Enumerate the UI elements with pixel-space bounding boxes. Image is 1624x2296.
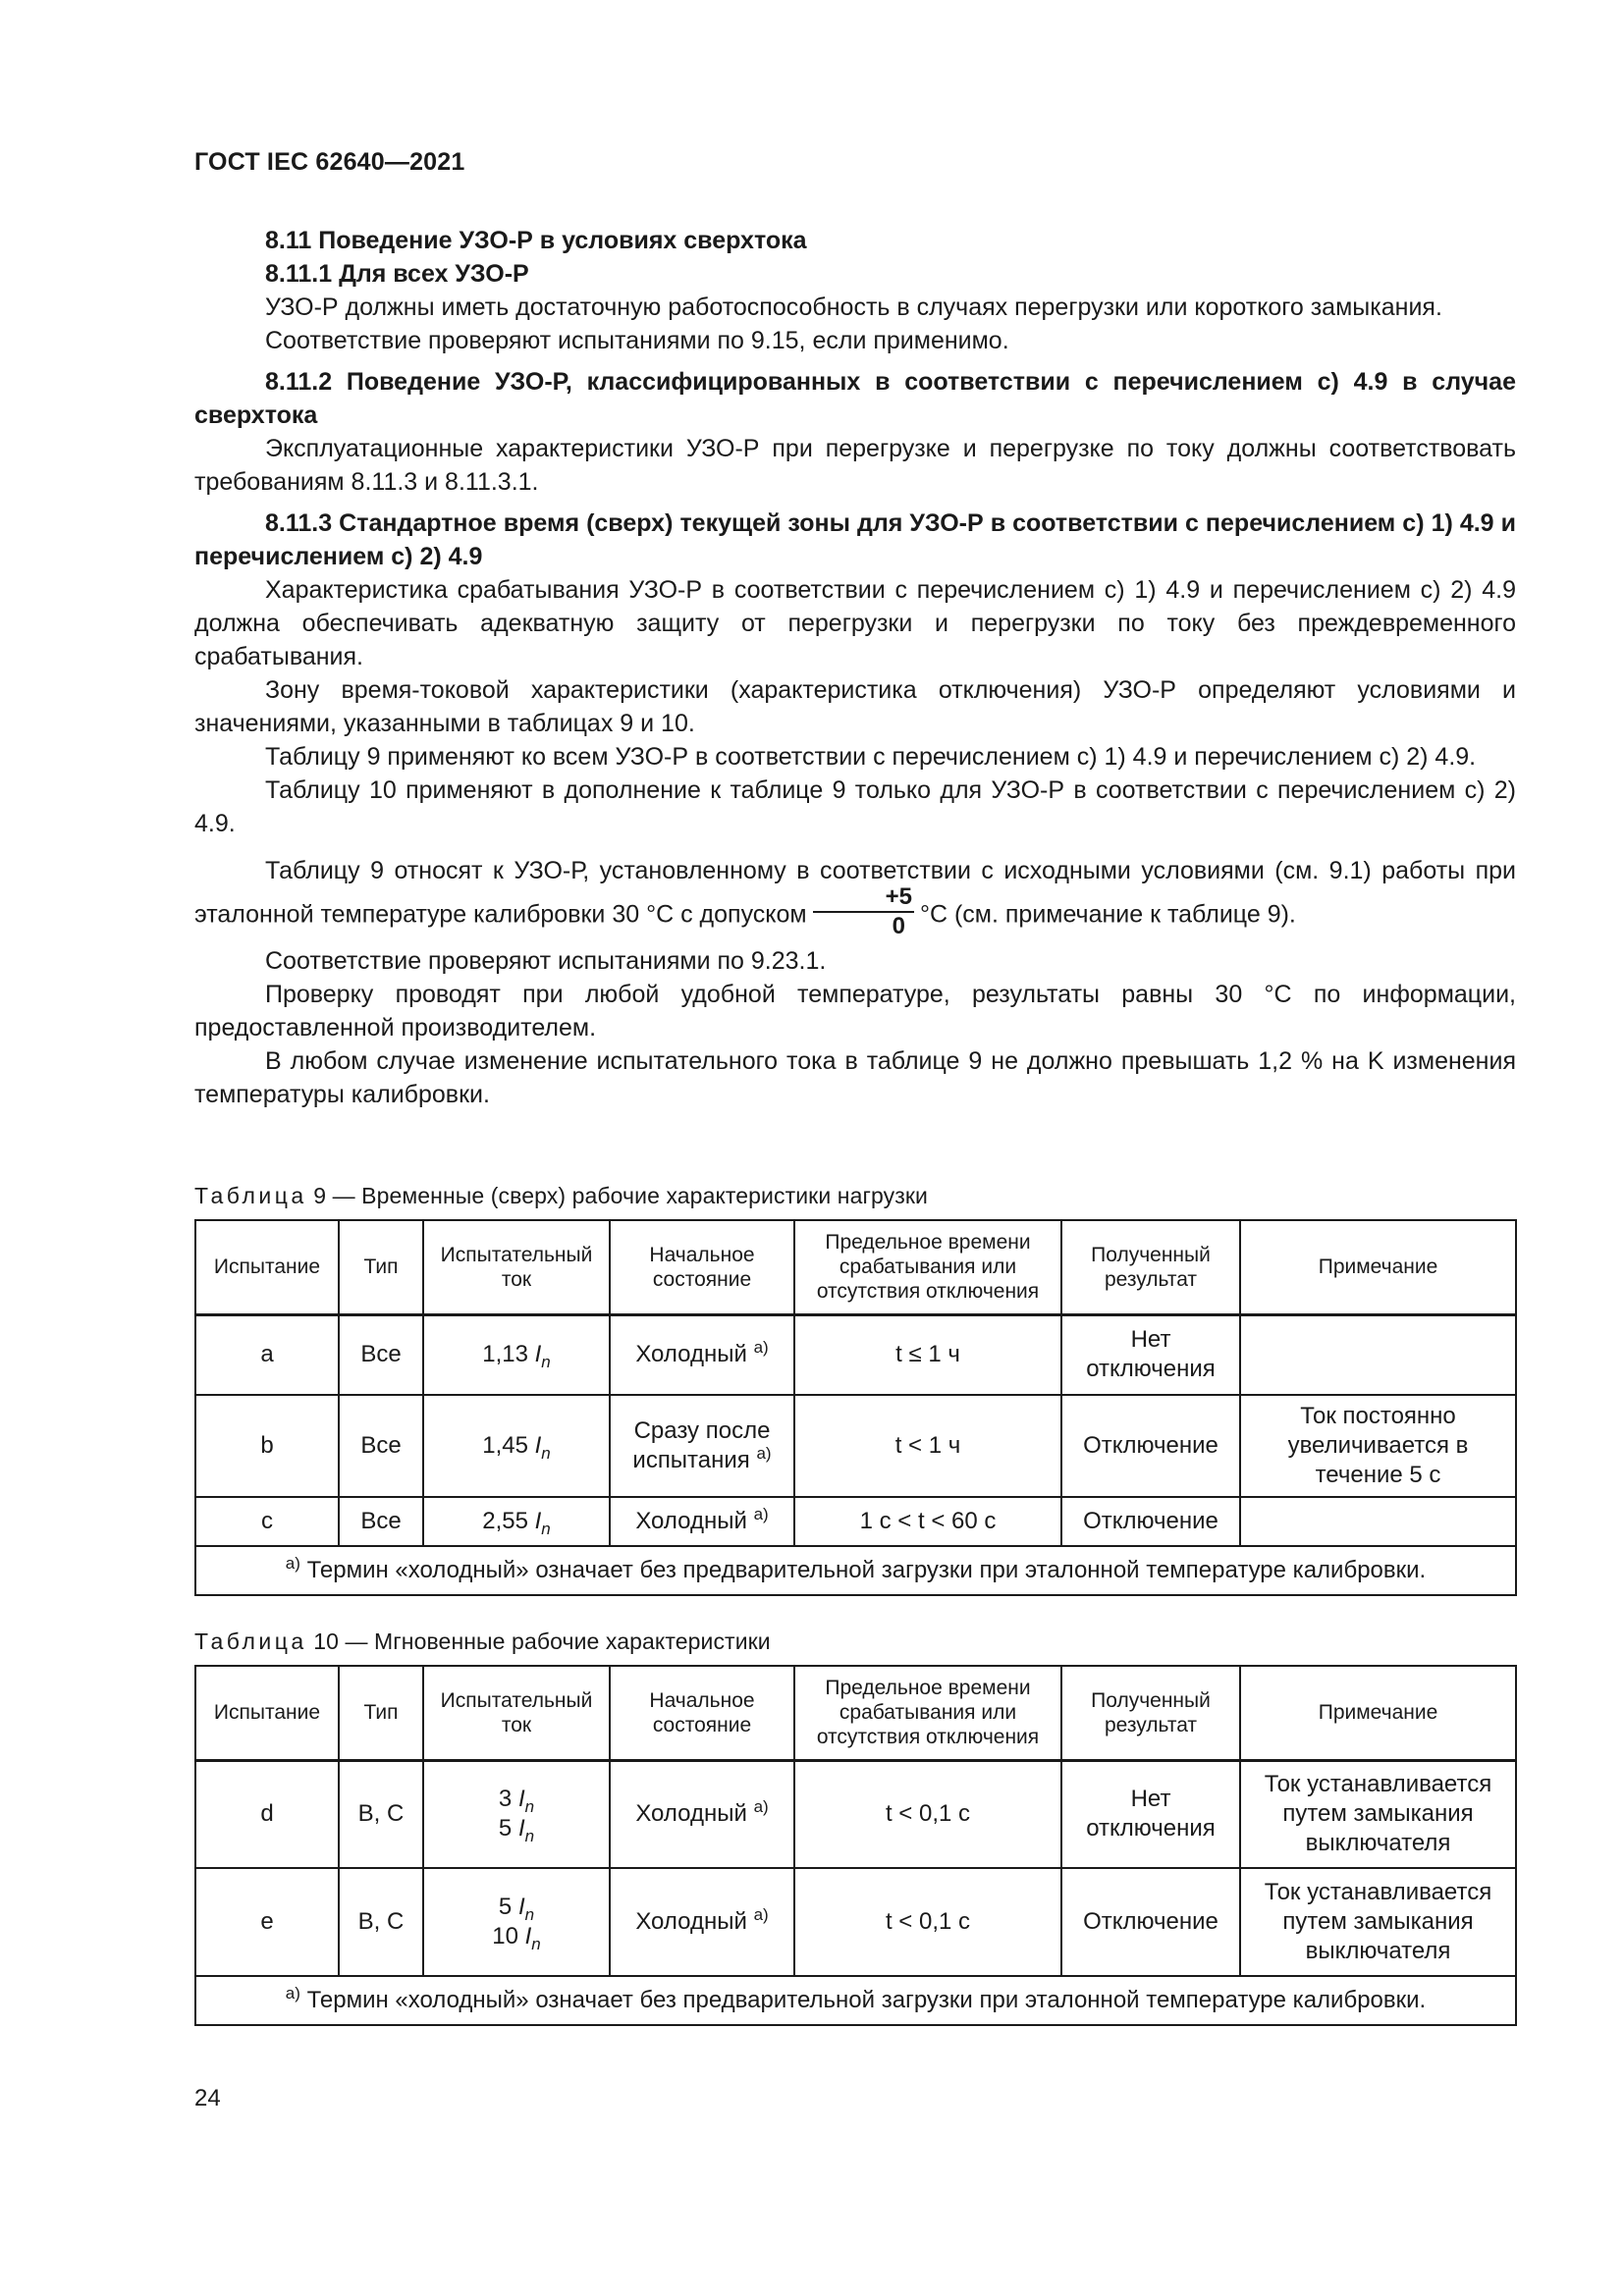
table-9 <box>194 1219 1517 1596</box>
tolerance-text-before: Таблицу 9 относят к УЗО-Р, установленному в соответствии с исходными условиями (см. 9.1) работы при эталонной температуре калибровки 30 °C с допуском <box>194 857 1516 929</box>
header-cell: Полученный результат <box>1061 1666 1240 1760</box>
header-cell: Предельное времени срабатывания или отсутствия отключения <box>794 1666 1061 1760</box>
cell-state <box>610 1497 794 1546</box>
current-subscript: n <box>541 1353 551 1372</box>
current-line-1: 5 $I_n$ <box>498 1894 535 1924</box>
table-header-row <box>195 1666 1516 1760</box>
cell-state <box>610 1868 794 1976</box>
header-cell: Испытание <box>195 1220 339 1314</box>
table-row <box>195 1497 1516 1546</box>
paragraph: Эксплуатационные характеристики УЗО-Р при перегрузке и перегрузке по току должны соответствовать требованиям 8.11.3 и 8.11.3.1. <box>194 435 1516 496</box>
cell-type: B, C <box>339 1760 423 1868</box>
state-text: Холодный <box>635 1908 747 1935</box>
table-10 <box>194 1665 1517 2026</box>
paragraph: Проверку проводят при любой удобной температуре, результаты равны 30 °C по информации, предоставленной производителем. <box>194 981 1516 1041</box>
table-row <box>195 1314 1516 1395</box>
current-coef: 1,13 <box>482 1341 528 1368</box>
current-symbol: I <box>534 1341 542 1368</box>
paragraph: Соответствие проверяют испытаниями по 9.15, если применимо. <box>265 327 1009 354</box>
table-9-caption-text: 9 — Временные (сверх) рабочие характеристики нагрузки <box>313 1183 928 1208</box>
cell-test: d <box>195 1760 339 1868</box>
table-row <box>195 1868 1516 1976</box>
footnote-ref: a) <box>753 1338 769 1358</box>
table-footnote-row <box>195 1976 1516 2025</box>
header-cell: Предельное времени срабатывания или отсутствия отключения <box>794 1220 1061 1314</box>
cell-current <box>423 1868 610 1976</box>
cell-test: a <box>195 1314 339 1395</box>
paragraph: Таблицу 10 применяют в дополнение к таблице 9 только для УЗО-Р в соответствии с перечислением c) 2) 4.9. <box>194 776 1516 837</box>
footnote-text: Термин «холодный» означает без предварительной загрузки при эталонной температуре калибровки. <box>306 1987 1427 2013</box>
cell-note: Ток постоянно увеличивается в течение 5 с <box>1240 1395 1516 1497</box>
header-cell: Испытание <box>195 1666 339 1760</box>
table-footnote-row <box>195 1546 1516 1595</box>
header-cell: Примечание <box>1240 1666 1516 1760</box>
paragraph: В любом случае изменение испытательного тока в таблице 9 не должно превышать 1,2 % на K изменения температуры калибровки. <box>194 1047 1516 1108</box>
footnote-ref: a) <box>753 1797 769 1817</box>
cell-note: Ток устанавливается путем замыкания выключателя <box>1240 1760 1516 1868</box>
cell-type: B, C <box>339 1868 423 1976</box>
header-cell: Испытательный ток <box>423 1220 610 1314</box>
paragraph: Таблицу 9 применяют ко всем УЗО-Р в соответствии с перечислением c) 1) 4.9 и перечислением c) 2) 4.9. <box>265 743 1477 771</box>
document-header: ГОСТ IEC 62640—2021 <box>194 148 465 176</box>
current-line-1: 3 $I_n$ <box>498 1786 535 1817</box>
cell-time: 1 c < t < 60 c <box>794 1497 1061 1546</box>
state-text: Холодный <box>635 1508 747 1534</box>
cell-time: t < 0,1 c <box>794 1868 1061 1976</box>
section-heading-8-11-1: 8.11.1 Для всех УЗО-Р <box>265 260 529 288</box>
footnote-ref: a) <box>753 1505 769 1523</box>
cell-current <box>423 1497 610 1546</box>
table-header-row <box>195 1220 1516 1314</box>
table-footnote <box>195 1546 1516 1595</box>
cell-test: e <box>195 1868 339 1976</box>
current-subscript: n <box>541 1519 551 1538</box>
header-cell: Начальное состояние <box>610 1220 794 1314</box>
table-row <box>195 1760 1516 1868</box>
cell-current <box>423 1395 610 1497</box>
cell-state <box>610 1314 794 1395</box>
cell-result: Нет отключения <box>1061 1314 1240 1395</box>
table-9-caption-label: Таблица <box>194 1183 307 1208</box>
current-subscript: n <box>541 1443 551 1463</box>
cell-type: Все <box>339 1314 423 1395</box>
current-coef: 1,45 <box>482 1432 528 1459</box>
cell-result: Отключение <box>1061 1497 1240 1546</box>
cell-result: Отключение <box>1061 1868 1240 1976</box>
footnote-ref: a) <box>756 1444 772 1463</box>
state-text: Сразу после испытания <box>632 1417 771 1473</box>
footnote-mark: a) <box>285 1984 300 2002</box>
cell-result: Отключение <box>1061 1395 1240 1497</box>
cell-state <box>610 1760 794 1868</box>
cell-type: Все <box>339 1395 423 1497</box>
table-10-caption-label: Таблица <box>194 1629 307 1654</box>
header-cell: Начальное состояние <box>610 1666 794 1760</box>
table-row <box>195 1395 1516 1497</box>
cell-test: c <box>195 1497 339 1546</box>
tolerance-upper: +5 <box>813 883 914 913</box>
current-line-2: 5 $I_n$ <box>498 1815 535 1846</box>
cell-result: Нет отключения <box>1061 1760 1240 1868</box>
section-heading-8-11-3: 8.11.3 Стандартное время (сверх) текущей зоны для УЗО-Р в соответствии с перечислением c) 1) 4.9 и перечислением c) 2) 4.9 <box>194 509 1516 570</box>
cell-type: Все <box>339 1497 423 1546</box>
tolerance-text-after: °C (см. примечание к таблице 9). <box>919 900 1296 929</box>
cell-time: t < 0,1 c <box>794 1760 1061 1868</box>
paragraph: Зону время-токовой характеристики (характеристика отключения) УЗО-Р определяют условиями и значениями, указанными в таблицах 9 и 10. <box>194 676 1516 737</box>
paragraph: УЗО-Р должны иметь достаточную работоспособность в случаях перегрузки или короткого замыкания. <box>265 294 1442 321</box>
current-symbol: I <box>534 1432 542 1459</box>
cell-time: t ≤ 1 ч <box>794 1314 1061 1395</box>
tolerance-fraction <box>813 883 914 940</box>
state-text: Холодный <box>635 1800 747 1828</box>
cell-current <box>423 1760 610 1868</box>
cell-note <box>1240 1497 1516 1546</box>
state-text: Холодный <box>635 1341 747 1368</box>
paragraph-tolerance <box>194 854 1516 944</box>
cell-time: t < 1 ч <box>794 1395 1061 1497</box>
header-cell: Тип <box>339 1666 423 1760</box>
cell-current <box>423 1314 610 1395</box>
header-cell: Испытательный ток <box>423 1666 610 1760</box>
footnote-ref: a) <box>753 1905 769 1924</box>
table-9-caption <box>194 1183 928 1209</box>
cell-test: b <box>195 1395 339 1497</box>
cell-note: Ток устанавливается путем замыкания выключателя <box>1240 1868 1516 1976</box>
section-heading-8-11: 8.11 Поведение УЗО-Р в условиях сверхтока <box>265 227 807 254</box>
cell-state <box>610 1395 794 1497</box>
header-cell: Тип <box>339 1220 423 1314</box>
tolerance-lower: 0 <box>892 913 905 939</box>
section-heading-8-11-2: 8.11.2 Поведение УЗО-Р, классифицированных в соответствии с перечислением c) 4.9 в случае сверхтока <box>194 368 1516 429</box>
paragraph: Характеристика срабатывания УЗО-Р в соответствии с перечислением c) 1) 4.9 и перечислением c) 2) 4.9 должна обеспечивать адекватную защиту от перегрузки и перегрузки по току без преждевременного срабатывания. <box>194 576 1516 670</box>
cell-note <box>1240 1314 1516 1395</box>
header-cell: Полученный результат <box>1061 1220 1240 1314</box>
paragraph: Соответствие проверяют испытаниями по 9.23.1. <box>265 947 827 975</box>
header-cell: Примечание <box>1240 1220 1516 1314</box>
current-coef: 2,55 <box>482 1508 528 1534</box>
table-footnote <box>195 1976 1516 2025</box>
page-number: 24 <box>194 2085 221 2111</box>
current-line-2: 10 $I_n$ <box>492 1923 541 1953</box>
footnote-text: Термин «холодный» означает без предварительной загрузки при эталонной температуре калибровки. <box>306 1557 1427 1583</box>
current-symbol: I <box>534 1508 542 1534</box>
table-10-caption <box>194 1629 771 1655</box>
footnote-mark: a) <box>285 1554 300 1573</box>
table-10-caption-text: 10 — Мгновенные рабочие характеристики <box>313 1629 771 1654</box>
body-text <box>194 224 1516 1111</box>
